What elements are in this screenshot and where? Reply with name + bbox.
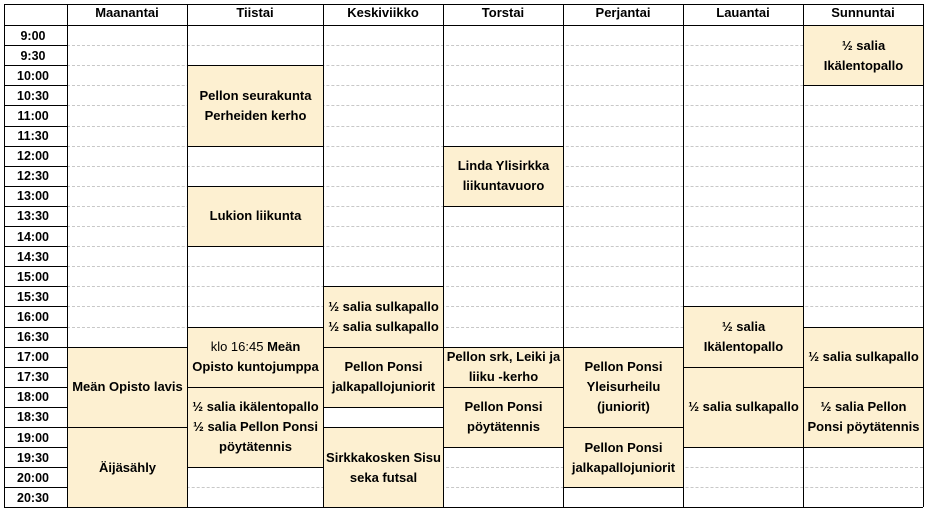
event-block	[323, 427, 444, 508]
day-header-tiistai: Tiistai	[236, 5, 274, 20]
event-text-line: Ikälentopallo	[703, 339, 784, 355]
time-label: 15:00	[17, 269, 49, 284]
event-text-line: klo 16:45 Meän	[210, 339, 301, 355]
event-text-line: Pellon Ponsi	[584, 359, 663, 375]
day-header-maanantai: Maanantai	[95, 5, 159, 20]
day-header-lauantai: Lauantai	[716, 5, 770, 20]
event-text-line: jalkapallojuniorit	[571, 459, 676, 475]
time-label: 9:30	[20, 48, 46, 63]
event-text-line: seka futsal	[349, 469, 418, 485]
event-text-line: Meän Opisto lavis	[72, 379, 183, 395]
event-block	[443, 387, 564, 448]
event-text-line: ½ salia	[841, 37, 886, 53]
event-text-line: ½ salia Pellon Ponsi	[193, 419, 318, 435]
event-text-line: Yleisurheilu	[586, 379, 661, 395]
event-block	[187, 186, 324, 247]
event-text-line: Pellon Ponsi	[344, 359, 423, 375]
time-label: 16:00	[17, 309, 49, 324]
event-block	[803, 25, 924, 86]
day-header-torstai: Torstai	[481, 5, 525, 20]
event-text-line: Pellon srk, Leiki ja	[446, 349, 561, 365]
day-header-perjantai: Perjantai	[595, 5, 651, 20]
event-text-line: Linda Ylisirkka	[457, 158, 550, 174]
time-label: 13:30	[17, 209, 49, 224]
event-text-line: Ponsi pöytätennis	[807, 419, 920, 435]
event-block	[323, 286, 444, 347]
event-text-line: ½ salia sulkapallo	[328, 318, 439, 334]
time-label: 18:00	[17, 390, 49, 405]
event-text-line: ½ salia Pellon	[820, 399, 907, 415]
event-block	[563, 347, 684, 428]
event-text-line: ½ salia ikälentopallo	[192, 399, 319, 415]
event-block	[67, 427, 188, 508]
time-label: 19:00	[17, 430, 49, 445]
day-header-keskiviikko: Keskiviikko	[347, 5, 419, 20]
time-label: 19:30	[17, 450, 49, 465]
event-text-line: jalkapallojuniorit	[331, 379, 436, 395]
event-text-line: Ikälentopallo	[823, 57, 904, 73]
time-label: 17:00	[17, 350, 49, 365]
row-gridline	[67, 266, 923, 267]
event-text-line: ½ salia sulkapallo	[328, 298, 439, 314]
event-block	[187, 65, 324, 146]
event-block	[683, 306, 804, 367]
event-block	[443, 146, 564, 207]
event-block	[323, 347, 444, 408]
header-bottom	[4, 25, 923, 26]
time-label: 15:30	[17, 289, 49, 304]
time-label: 12:00	[17, 149, 49, 164]
time-label: 17:30	[17, 370, 49, 385]
event-block	[563, 427, 684, 488]
event-block	[67, 347, 188, 428]
time-label: 10:30	[17, 88, 49, 103]
event-text-line: Opisto kuntojumppa	[192, 359, 319, 375]
time-label: 13:00	[17, 189, 49, 204]
time-label: 11:00	[17, 108, 49, 123]
event-text-line: Pellon seurakunta	[199, 87, 312, 103]
event-text-line: Perheiden kerho	[204, 107, 307, 123]
event-text-line: ½ salia	[721, 319, 766, 335]
event-text-line: ½ salia sulkapallo	[688, 399, 799, 415]
event-block	[803, 327, 924, 388]
time-label: 9:00	[20, 28, 46, 43]
time-label: 20:00	[17, 470, 49, 485]
time-label: 14:00	[17, 229, 49, 244]
time-label: 10:00	[17, 68, 49, 83]
event-text-line: ½ salia sulkapallo	[808, 349, 919, 365]
event-text-line: Lukion liikunta	[209, 208, 302, 224]
event-block	[443, 347, 564, 388]
event-text-line: liiku -kerho	[468, 369, 539, 385]
time-label: 18:30	[17, 410, 49, 425]
time-label: 12:30	[17, 169, 49, 184]
event-text-line: Sirkkakosken Sisu	[326, 449, 441, 465]
row-gridline	[67, 487, 923, 488]
event-text-line: pöytätennis	[467, 419, 540, 435]
event-text-line: Äijäsähly	[98, 459, 157, 475]
event-block	[683, 367, 804, 448]
event-text-line: Pellon Ponsi	[464, 399, 543, 415]
row-gridline	[67, 45, 923, 46]
event-block	[803, 387, 924, 448]
event-text-line: pöytätennis	[219, 439, 292, 455]
time-label: 14:30	[17, 249, 49, 264]
row-gridline	[67, 286, 923, 287]
time-label: 11:30	[17, 129, 49, 143]
event-text-line: Pellon Ponsi	[584, 439, 663, 455]
time-label: 16:30	[17, 330, 49, 344]
event-text-line: liikuntavuoro	[462, 178, 545, 194]
day-header-sunnuntai: Sunnuntai	[831, 5, 895, 20]
event-text-line: (juniorit)	[597, 399, 650, 415]
time-label: 20:30	[17, 490, 49, 505]
event-block	[187, 327, 324, 388]
event-block	[187, 387, 324, 468]
